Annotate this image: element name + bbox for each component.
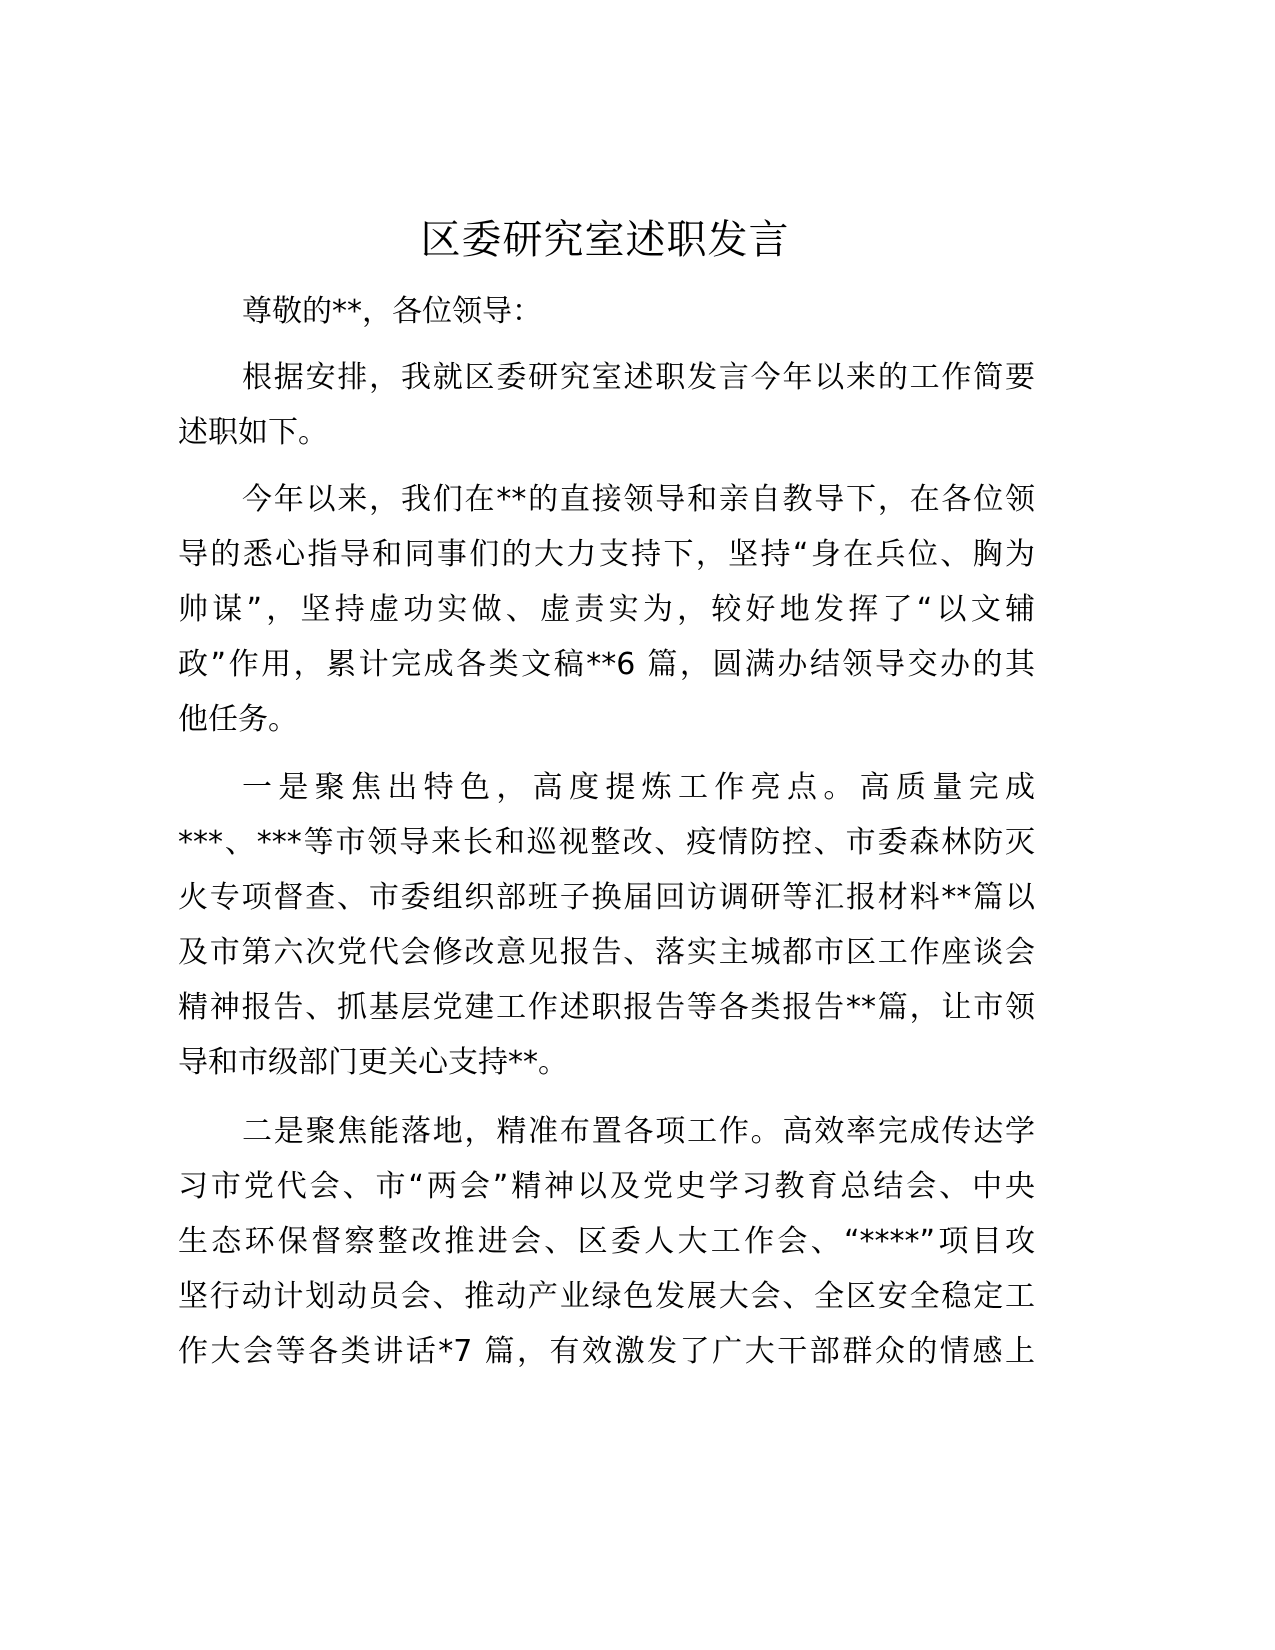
paragraph-3-line-3: 火专项督查、市委组织部班子换届回访调研等汇报材料**篇以	[178, 880, 1035, 915]
paragraph-3-line-6: 导和市级部门更关心支持**。	[178, 1045, 568, 1080]
paragraph-2-line-5: 他任务。	[178, 702, 298, 737]
paragraph-4-line-3: 生态环保督察整改推进会、区委人大工作会、“****”项目攻	[178, 1224, 1035, 1259]
document-title: 区委研究室述职发言	[420, 217, 790, 263]
paragraph-2-line-3: 帅谋”，坚持虚功实做、虚责实为，较好地发挥了“以文辅	[178, 592, 1035, 627]
paragraph-1-line-1: 根据安排，我就区委研究室述职发言今年以来的工作简要	[242, 360, 1035, 395]
paragraph-4-line-2: 习市党代会、市“两会”精神以及党史学习教育总结会、中央	[178, 1169, 1035, 1204]
paragraph-3-line-2: ***、***等市领导来长和巡视整改、疫情防控、市委森林防灭	[178, 825, 1035, 860]
paragraph-3-line-5: 精神报告、抓基层党建工作述职报告等各类报告**篇，让市领	[178, 990, 1035, 1025]
paragraph-4-line-1: 二是聚焦能落地，精准布置各项工作。高效率完成传达学	[242, 1114, 1035, 1149]
paragraph-3-line-1: 一是聚焦出特色，高度提炼工作亮点。高质量完成	[242, 770, 1035, 805]
paragraph-2-line-4: 政”作用，累计完成各类文稿**6 篇，圆满办结领导交办的其	[178, 647, 1035, 682]
paragraph-1-line-2: 述职如下。	[178, 415, 328, 450]
paragraph-2-line-2: 导的悉心指导和同事们的大力支持下，坚持“身在兵位、胸为	[178, 537, 1035, 572]
paragraph-2-line-1: 今年以来，我们在**的直接领导和亲自教导下，在各位领	[242, 482, 1035, 517]
salutation: 尊敬的**，各位领导：	[242, 294, 542, 329]
paragraph-4-line-4: 坚行动计划动员会、推动产业绿色发展大会、全区安全稳定工	[178, 1279, 1035, 1314]
paragraph-4-line-5: 作大会等各类讲话*7 篇，有效激发了广大干部群众的情感上	[178, 1334, 1035, 1369]
paragraph-3-line-4: 及市第六次党代会修改意见报告、落实主城都市区工作座谈会	[178, 935, 1035, 970]
